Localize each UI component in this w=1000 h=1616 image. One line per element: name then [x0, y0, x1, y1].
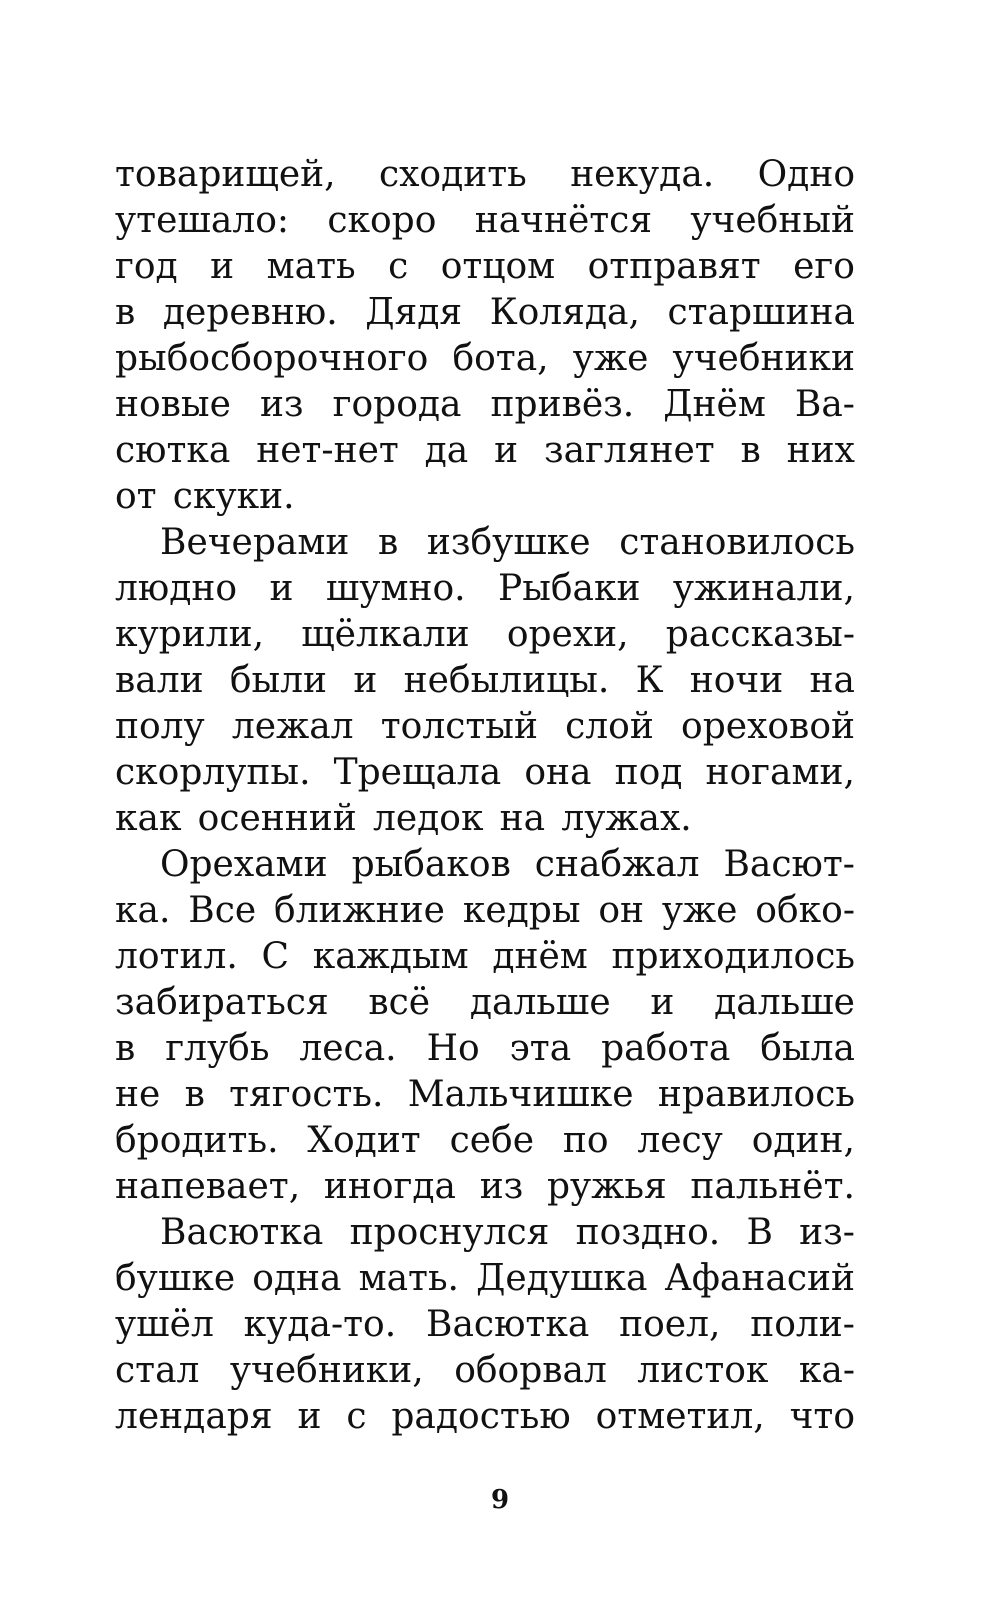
word: скуки.: [172, 476, 295, 517]
word: города: [332, 384, 462, 425]
word: Трещала: [333, 752, 502, 793]
word: одна: [252, 1258, 342, 1299]
word: щёлкали: [301, 614, 470, 655]
text-line: [115, 1164, 855, 1210]
word: из-: [799, 1212, 855, 1253]
word: и: [353, 660, 378, 701]
word: и: [297, 1396, 322, 1437]
word: сходить: [378, 154, 527, 195]
word: в: [115, 292, 136, 333]
word: с: [388, 246, 409, 287]
word: мать.: [358, 1258, 459, 1299]
word: что: [789, 1396, 855, 1437]
text-line: [115, 842, 855, 888]
word: он: [598, 890, 644, 931]
word: тягость.: [229, 1074, 384, 1115]
word: лотил.: [115, 936, 238, 977]
word: ка-: [798, 1350, 855, 1391]
text-line: [115, 1256, 855, 1302]
word: К: [635, 660, 664, 701]
text-line: [115, 290, 855, 336]
word: да: [424, 430, 469, 471]
word: отправят: [587, 246, 761, 287]
word: становилось: [619, 522, 855, 563]
word: нравилось: [657, 1074, 855, 1115]
text-line: [115, 796, 855, 842]
word: мать: [266, 246, 356, 287]
word: избушке: [426, 522, 591, 563]
word: лендаря: [115, 1396, 273, 1437]
word: сютка: [115, 430, 231, 471]
word: Ва-: [794, 384, 855, 425]
word: листок: [637, 1350, 769, 1391]
word: были: [229, 660, 328, 701]
word: на: [499, 798, 546, 839]
text-line: [115, 704, 855, 750]
word: ночи: [689, 660, 784, 701]
word: в: [377, 522, 399, 563]
word: Ходит: [307, 1120, 421, 1161]
word: ногами,: [705, 752, 855, 793]
word: ужинали,: [672, 568, 855, 609]
word: как: [115, 798, 182, 839]
word: из: [479, 1166, 524, 1207]
word: шумно.: [325, 568, 466, 609]
text-line: [115, 658, 855, 704]
word: Вечерами: [160, 522, 350, 563]
word: по: [562, 1120, 609, 1161]
word: бота,: [452, 338, 549, 379]
word: Васют-: [723, 844, 855, 885]
word: стал: [115, 1350, 200, 1391]
word: Дедушка: [476, 1258, 648, 1299]
word: лежал: [231, 706, 354, 747]
word: пальнёт.: [690, 1166, 855, 1207]
word: ушёл: [115, 1304, 214, 1345]
word: в: [740, 430, 761, 471]
body-text: [115, 152, 855, 1440]
text-line: [115, 612, 855, 658]
word: ледок: [372, 798, 484, 839]
word: куда-то.: [243, 1304, 397, 1345]
word: не: [115, 1074, 161, 1115]
text-line: [115, 520, 855, 566]
word: из: [259, 384, 304, 425]
word: небылицы.: [403, 660, 610, 701]
text-line: [115, 1026, 855, 1072]
word: работа: [601, 1028, 731, 1069]
word: один,: [751, 1120, 855, 1161]
word: она: [524, 752, 592, 793]
word: лужах.: [561, 798, 692, 839]
word: привёз.: [490, 384, 635, 425]
word: орехи,: [506, 614, 629, 655]
word: напевает,: [115, 1166, 301, 1207]
word: утешало:: [115, 200, 290, 241]
text-line: [115, 566, 855, 612]
word: Васютка: [426, 1304, 590, 1345]
text-line: [115, 1072, 855, 1118]
word: оборвал: [454, 1350, 607, 1391]
word: и: [269, 568, 294, 609]
word: уже: [661, 890, 738, 931]
page-number: 9: [490, 1485, 510, 1515]
word: от: [115, 476, 157, 517]
word: в: [115, 1028, 136, 1069]
word: себе: [449, 1120, 535, 1161]
text-line: [115, 888, 855, 934]
word: лесу: [637, 1120, 723, 1161]
word: Одно: [757, 154, 855, 195]
word: С: [261, 936, 290, 977]
word: с: [346, 1396, 367, 1437]
word: деревню.: [162, 292, 338, 333]
word: них: [786, 430, 855, 471]
word: Днём: [663, 384, 766, 425]
word: и: [494, 430, 519, 471]
word: слой: [565, 706, 654, 747]
word: Все: [188, 890, 257, 931]
word: Коляда,: [489, 292, 640, 333]
word: поли-: [750, 1304, 855, 1345]
word: обко-: [755, 890, 855, 931]
text-line: [115, 980, 855, 1026]
word: каждым: [312, 936, 469, 977]
word: учебный: [690, 200, 855, 241]
text-line: [115, 428, 855, 474]
word: нет-нет: [256, 430, 399, 471]
word: скоро: [327, 200, 437, 241]
text-line: [115, 1394, 855, 1440]
word: скорлупы.: [115, 752, 311, 793]
word: В: [746, 1212, 773, 1253]
word: кедры: [462, 890, 581, 931]
word: ружья: [547, 1166, 667, 1207]
word: Но: [426, 1028, 480, 1069]
word: поздно.: [575, 1212, 721, 1253]
word: приходилось: [611, 936, 855, 977]
word: дальше: [469, 982, 611, 1023]
word: отцом: [440, 246, 556, 287]
word: курили,: [115, 614, 265, 655]
text-line: [115, 152, 855, 198]
word: Мальчишке: [407, 1074, 634, 1115]
word: радостью: [391, 1396, 571, 1437]
word: ка.: [115, 890, 171, 931]
word: ореховой: [681, 706, 855, 747]
word: рассказы-: [665, 614, 855, 655]
word: учебники,: [229, 1350, 424, 1391]
word: под: [614, 752, 683, 793]
word: уже: [572, 338, 649, 379]
text-line: [115, 1348, 855, 1394]
text-line: [115, 1210, 855, 1256]
word: снабжал: [534, 844, 700, 885]
word: дальше: [714, 982, 855, 1023]
word: поел,: [619, 1304, 721, 1345]
word: Рыбаки: [497, 568, 641, 609]
word: его: [793, 246, 855, 287]
word: днём: [492, 936, 588, 977]
word: Васютка: [160, 1212, 324, 1253]
word: ближние: [274, 890, 445, 931]
word: толстый: [380, 706, 538, 747]
text-line: [115, 336, 855, 382]
word: была: [760, 1028, 855, 1069]
text-line: [115, 1302, 855, 1348]
word: вали: [115, 660, 204, 701]
word: начнётся: [474, 200, 653, 241]
word: всё: [368, 982, 431, 1023]
word: заглянет: [543, 430, 715, 471]
word: Орехами: [160, 844, 328, 885]
text-line: [115, 1118, 855, 1164]
word: забираться: [115, 982, 329, 1023]
word: бродить.: [115, 1120, 279, 1161]
word: год: [115, 246, 178, 287]
word: Дядя: [365, 292, 463, 333]
word: и: [210, 246, 235, 287]
text-line: [115, 198, 855, 244]
text-line: [115, 474, 855, 520]
word: некуда.: [570, 154, 715, 195]
word: проснулся: [349, 1212, 550, 1253]
word: на: [809, 660, 855, 701]
word: глубь: [165, 1028, 270, 1069]
word: учебники: [672, 338, 855, 379]
word: новые: [115, 384, 231, 425]
word: и: [650, 982, 675, 1023]
word: бушке: [115, 1258, 236, 1299]
text-line: [115, 750, 855, 796]
word: товарищей,: [115, 154, 336, 195]
word: полу: [115, 706, 205, 747]
word: людно: [115, 568, 238, 609]
word: Афанасий: [664, 1258, 855, 1299]
word: рыбосборочного: [115, 338, 429, 379]
word: иногда: [323, 1166, 456, 1207]
word: эта: [509, 1028, 572, 1069]
word: в: [184, 1074, 205, 1115]
word: отметил,: [595, 1396, 765, 1437]
text-line: [115, 382, 855, 428]
word: рыбаков: [351, 844, 511, 885]
text-line: [115, 244, 855, 290]
word: леса.: [299, 1028, 397, 1069]
word: осенний: [197, 798, 357, 839]
word: старшина: [667, 292, 855, 333]
text-line: [115, 934, 855, 980]
